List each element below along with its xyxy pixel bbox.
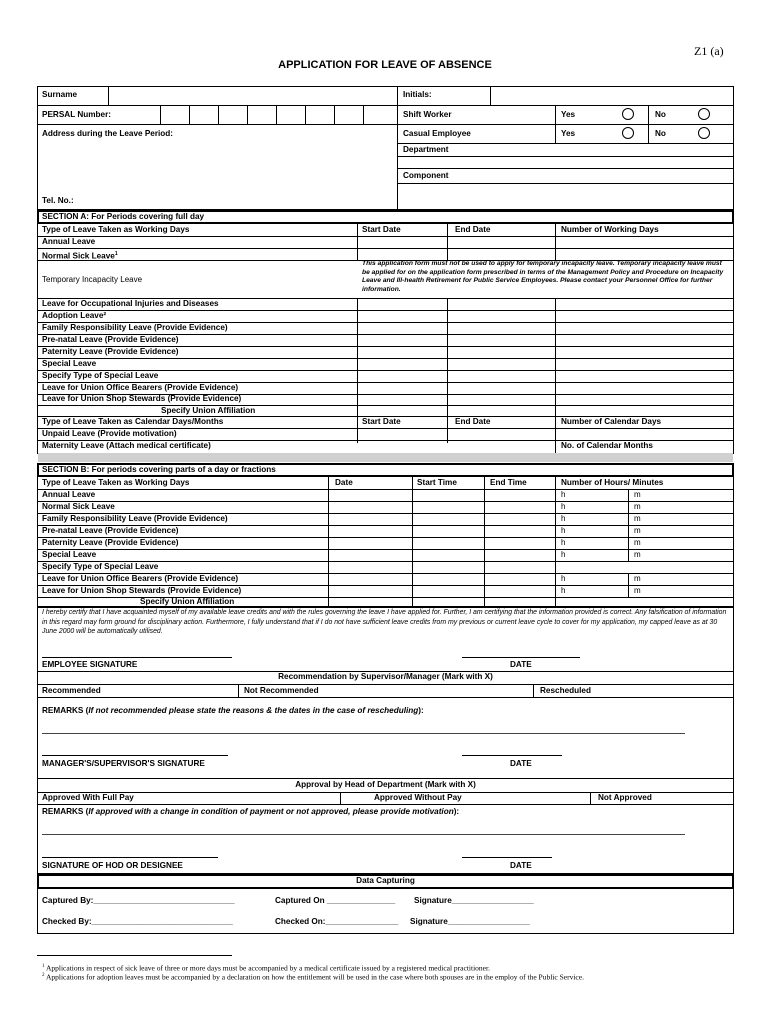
footnote-2: $^2$ Applications for adoption leaves must be accompanied by a declaration on how the entitlement will be used in the case where both spouses are in the employ of the Public Service. [42, 972, 584, 982]
section-a-col-type2: Type of Leave Taken as Calendar Days/Months [42, 417, 224, 426]
rescheduled-option[interactable]: Rescheduled [540, 686, 591, 695]
address-label: Address during the Leave Period: [42, 129, 174, 138]
section-a-heading: SECTION A: For Periods covering full day [42, 212, 205, 221]
casual-employee-label: Casual Employee [403, 129, 471, 138]
manager-signature-field[interactable] [42, 740, 228, 754]
casual-yes-radio[interactable] [622, 127, 634, 139]
section-a-col-days: Number of Working Days [561, 225, 659, 234]
section-b-col-date: Date [335, 478, 353, 487]
section-a-unpaid: Unpaid Leave (Provide motivation) [42, 429, 177, 438]
checked-on-field[interactable]: Checked On:________________ [275, 917, 399, 926]
captured-by-field[interactable]: Captured By:_______________________________ [42, 896, 235, 905]
minutes-unit: m [634, 586, 641, 595]
recommended-option[interactable]: Recommended [42, 686, 101, 695]
manager-date-field[interactable] [462, 740, 562, 754]
minutes-unit: m [634, 574, 641, 583]
employee-signature-field[interactable] [42, 640, 232, 656]
date-label: DATE [510, 861, 532, 870]
hours-unit: h [561, 490, 566, 499]
section-a-temporary: Temporary Incapacity Leave [42, 275, 143, 284]
hours-unit: h [561, 574, 566, 583]
section-a-col-end2: End Date [455, 417, 491, 426]
employee-signature-label: EMPLOYEE SIGNATURE [42, 660, 138, 669]
not-recommended-option[interactable]: Not Recommended [244, 686, 319, 695]
hod-signature-field[interactable] [42, 842, 218, 856]
shift-worker-label: Shift Worker [403, 110, 452, 119]
section-a-col-start2: Start Date [362, 417, 401, 426]
section-a-row-1: Adoption Leave² [42, 311, 107, 320]
shift-no-label: No [655, 110, 666, 119]
hod-signature-label: SIGNATURE OF HOD OR DESIGNEE [42, 861, 183, 870]
approved-full-pay-option[interactable]: Approved With Full Pay [42, 793, 134, 802]
minutes-unit: m [634, 538, 641, 547]
minutes-unit: m [634, 526, 641, 535]
captured-signature-field[interactable]: Signature__________________ [414, 896, 534, 905]
section-b-col-type: Type of Leave Taken as Working Days [42, 478, 190, 487]
data-capturing-block [37, 888, 734, 934]
section-a-col-start: Start Date [362, 225, 401, 234]
hours-unit: h [561, 550, 566, 559]
section-a-row-7: Leave for Union Office Bearers (Provide Evidence) [42, 383, 239, 392]
section-a-row-3: Pre-natal Leave (Provide Evidence) [42, 335, 179, 344]
hours-unit: h [561, 514, 566, 523]
section-b-col-end: End Time [490, 478, 527, 487]
date-label: DATE [510, 660, 532, 669]
section-b-row-1: Normal Sick Leave [42, 502, 115, 511]
persal-field[interactable] [162, 106, 396, 123]
hours-unit: h [561, 526, 566, 535]
approval-heading: Approval by Head of Department (Mark with X) [295, 780, 476, 789]
initials-label: Initials: [403, 90, 432, 99]
section-b-row-7: Leave for Union Office Bearers (Provide Evidence) [42, 574, 239, 583]
captured-on-field[interactable]: Captured On _______________ [275, 896, 396, 905]
approval-remarks-label: REMARKS (If approved with a change in condition of payment or not approved, please provide motivation): [42, 807, 460, 816]
section-b-row-4: Paternity Leave (Provide Evidence) [42, 538, 179, 547]
certification-text: I hereby certify that I have acquainted myself of my available leave credits and with the rules governing the leave I have applied for. Further, I am certifying that the information provided is correct. Any falsification of information in this regard may form ground for disciplinary action. Furthermore, I fully understand that if I do not have sufficient leave credits from my previous or current leave cycle to cover for my application, my capped leave as at 30 June 2000 will be automatically utilised. [42, 609, 727, 635]
hours-unit: h [561, 538, 566, 547]
section-b-row-8: Leave for Union Shop Stewards (Provide Evidence) [42, 586, 242, 595]
checked-by-field[interactable]: Checked By:_______________________________ [42, 917, 233, 926]
temporary-incapacity-note: This application form must not be used to apply for temporary incapacity leave. Temporary incapacity leave must be applied for on the application form prescribed in terms of the Management Policy and Procedure on Incapacity Leave and Ill-health Retirement for Public Service Employees. Please contact your Personnel Office for further information. [362, 260, 724, 293]
not-approved-option[interactable]: Not Approved [598, 793, 652, 802]
component-label: Component [403, 171, 449, 180]
section-b-union-affiliation: Specify Union Affiliation [140, 597, 235, 606]
section-b-row-5: Special Leave [42, 550, 97, 559]
surname-field[interactable] [110, 87, 396, 104]
section-a-col-cal-days: Number of Calendar Days [561, 417, 662, 426]
form-reference: Z1 (a) [694, 44, 724, 58]
section-a-annual: Annual Leave [42, 237, 96, 246]
persal-label: PERSAL Number: [42, 110, 111, 119]
shift-yes-label: Yes [561, 110, 576, 119]
section-a-union-affiliation: Specify Union Affiliation [161, 406, 256, 415]
department-label: Department [403, 145, 449, 154]
section-b-heading: SECTION B: For periods covering parts of a day or fractions [42, 465, 276, 474]
shift-yes-radio[interactable] [622, 108, 634, 120]
page-title: APPLICATION FOR LEAVE OF ABSENCE [278, 59, 492, 71]
casual-yes-label: Yes [561, 129, 576, 138]
minutes-unit: m [634, 490, 641, 499]
hours-unit: h [561, 586, 566, 595]
section-b-row-6: Specify Type of Special Leave [42, 562, 159, 571]
section-b-row-2: Family Responsibility Leave (Provide Evidence) [42, 514, 228, 523]
section-a-row-6: Specify Type of Special Leave [42, 371, 159, 380]
recommendation-remarks-field[interactable] [42, 718, 685, 732]
section-b-col-hours: Number of Hours/ Minutes [561, 478, 664, 487]
checked-signature-field[interactable]: Signature__________________ [410, 917, 530, 926]
section-a-row-2: Family Responsibility Leave (Provide Evidence) [42, 323, 228, 332]
section-a-row-0: Leave for Occupational Injuries and Diseases [42, 299, 219, 308]
hours-unit: h [561, 502, 566, 511]
section-a-col-type: Type of Leave Taken as Working Days [42, 225, 190, 234]
section-b-row-3: Pre-natal Leave (Provide Evidence) [42, 526, 179, 535]
casual-no-radio[interactable] [698, 127, 710, 139]
employee-date-field[interactable] [462, 640, 580, 656]
minutes-unit: m [634, 550, 641, 559]
section-a-row-5: Special Leave [42, 359, 97, 368]
minutes-unit: m [634, 514, 641, 523]
recommendation-remarks-label: REMARKS (If not recommended please state the reasons & the dates in the case of rescheduling): [42, 706, 424, 715]
approval-remarks-field[interactable] [42, 819, 685, 833]
surname-label: Surname [42, 90, 78, 99]
section-a-row-4: Paternity Leave (Provide Evidence) [42, 347, 179, 356]
minutes-unit: m [634, 502, 641, 511]
footnote-1: $^1$ Applications in respect of sick leave of three or more days must be accompanied by a medical certificate issued by a registered medical practitioner. [42, 963, 490, 973]
approved-without-pay-option[interactable]: Approved Without Pay [374, 793, 462, 802]
initials-field[interactable] [492, 87, 732, 104]
section-b-col-start: Start Time [417, 478, 457, 487]
hod-date-field[interactable] [462, 842, 552, 856]
date-label: DATE [510, 759, 532, 768]
section-a-normal-sick: Normal Sick Leave$^1$ [42, 251, 118, 261]
section-a-row-8: Leave for Union Shop Stewards (Provide Evidence) [42, 394, 242, 403]
tel-label: Tel. No.: [42, 196, 74, 205]
section-a-col-end: End Date [455, 225, 491, 234]
section-a-cal-months: No. of Calendar Months [561, 441, 653, 450]
casual-no-label: No [655, 129, 666, 138]
recommendation-heading: Recommendation by Supervisor/Manager (Mark with X) [278, 672, 493, 681]
shift-no-radio[interactable] [698, 108, 710, 120]
section-a-maternity: Maternity Leave (Attach medical certificate) [42, 441, 211, 450]
data-capturing-heading: Data Capturing [356, 876, 415, 885]
section-b-row-0: Annual Leave [42, 490, 96, 499]
manager-signature-label: MANAGER'S/SUPERVISOR'S SIGNATURE [42, 759, 205, 768]
